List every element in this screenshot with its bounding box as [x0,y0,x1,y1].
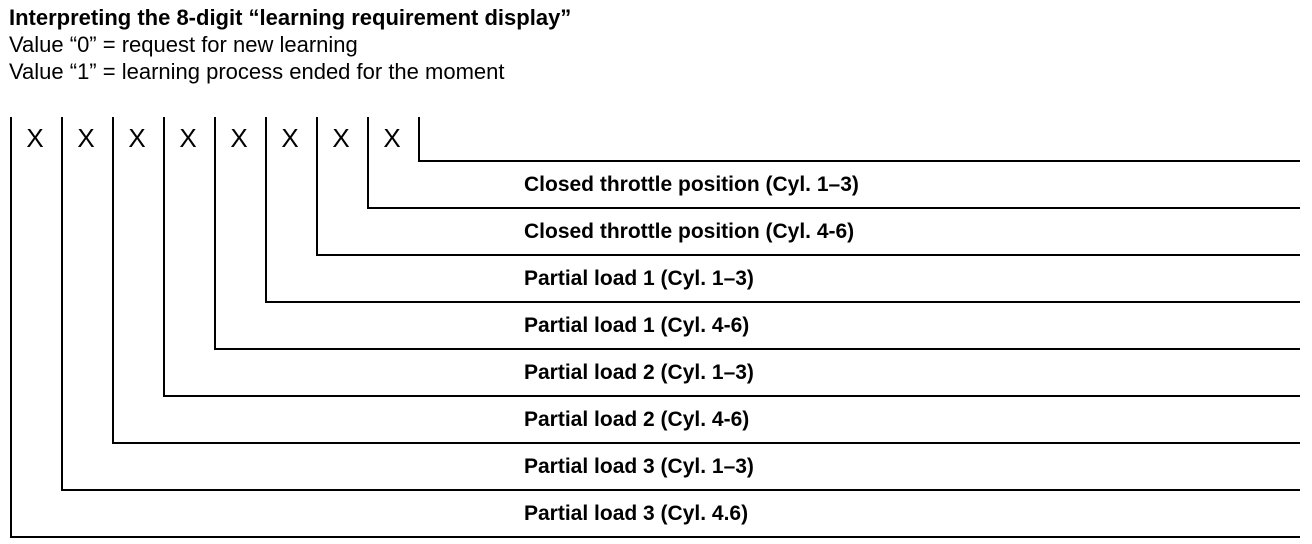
bracket-line-3 [112,117,114,444]
row-label-7: Partial load 3 (Cyl. 1–3) [524,455,754,478]
digit-2: X [77,123,95,153]
row-line-2 [316,254,1300,256]
digit-5: X [230,123,248,153]
bracket-line-2 [61,117,63,491]
bracket-line-8 [367,117,369,209]
row-line-7 [61,489,1300,491]
row-line-5 [163,395,1300,397]
bracket-line-9 [418,117,420,162]
digit-3: X [128,123,146,153]
row-line-8 [10,536,1300,538]
digit-1: X [26,123,44,153]
digit-8: X [383,123,401,153]
value-zero-legend: Value “0” = request for new learning [9,32,358,57]
value-one-legend: Value “1” = learning process ended for the moment [9,59,505,84]
bracket-line-4 [163,117,165,397]
bracket-line-1 [10,117,12,538]
bracket-line-5 [214,117,216,350]
row-label-3: Partial load 1 (Cyl. 1–3) [524,267,754,290]
diagram-title: Interpreting the 8-digit “learning requirement display” [9,5,572,30]
row-line-6 [112,442,1300,444]
row-line-3 [265,301,1300,303]
digit-7: X [332,123,350,153]
row-label-8: Partial load 3 (Cyl. 4.6) [524,502,749,525]
digit-6: X [281,123,299,153]
row-label-5: Partial load 2 (Cyl. 1–3) [524,361,754,384]
row-line-0 [418,160,1300,162]
digit-4: X [179,123,197,153]
row-label-6: Partial load 2 (Cyl. 4-6) [524,408,750,431]
header [9,4,571,85]
row-label-2: Closed throttle position (Cyl. 4-6) [524,220,855,243]
row-line-4 [214,348,1300,350]
bracket-line-6 [265,117,267,303]
bracket-line-7 [316,117,318,256]
row-label-1: Closed throttle position (Cyl. 1–3) [524,173,859,196]
row-label-4: Partial load 1 (Cyl. 4-6) [524,314,750,337]
row-line-1 [367,207,1300,209]
